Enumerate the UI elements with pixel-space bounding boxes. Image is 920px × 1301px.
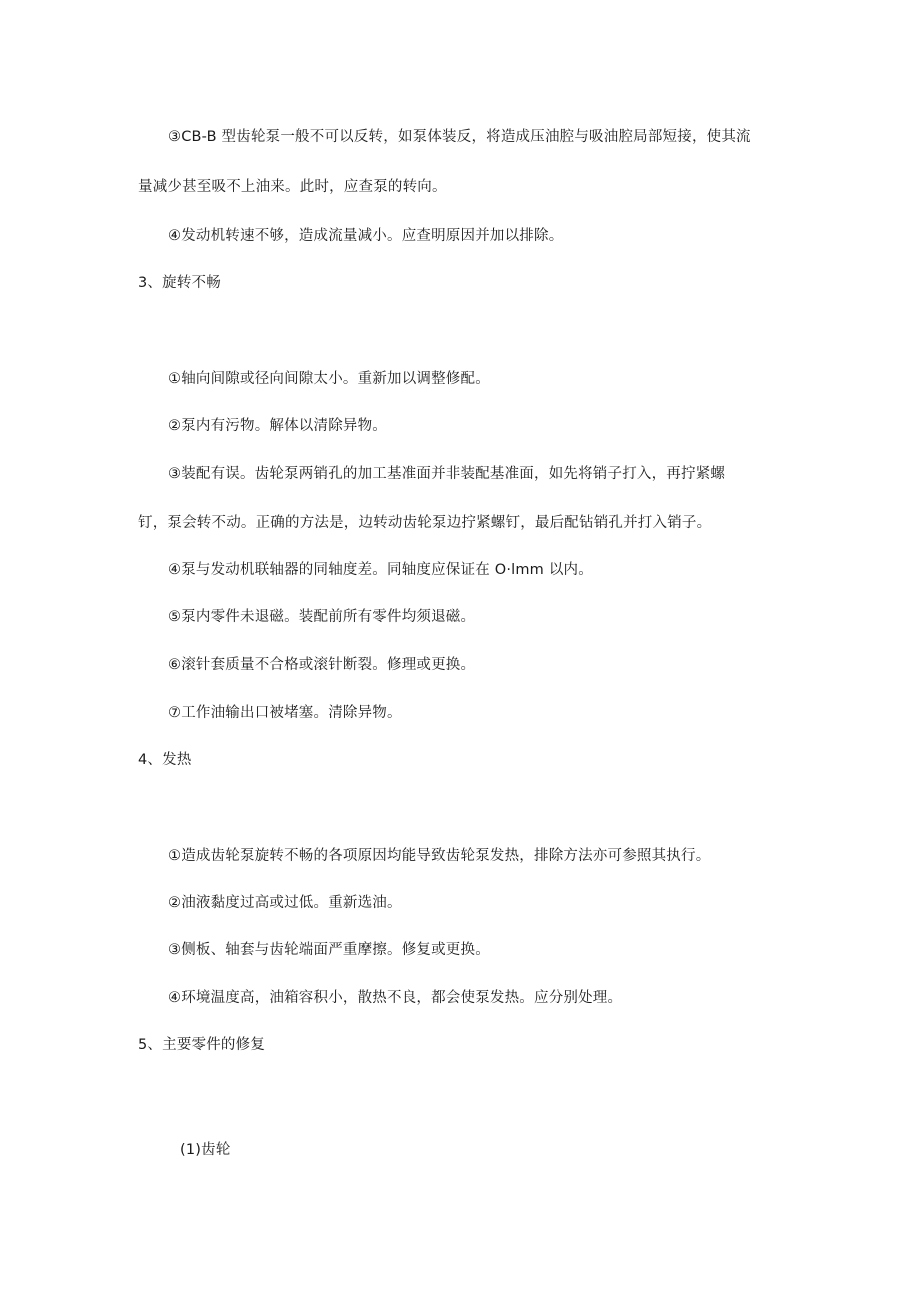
list-item-assembly-line-1: ③装配有误。齿轮泵两销孔的加工基准面并非装配基准面，如先将销子打入，再拧紧螺 (168, 466, 726, 482)
section-heading-rotation: 3、旋转不畅 (138, 275, 221, 291)
section-heading-heating: 4、发热 (138, 752, 192, 768)
list-item-coaxiality: ④泵与发动机联轴器的同轴度差。同轴度应保证在 O·lmm 以内。 (168, 562, 593, 578)
list-item-needle-bearing: ⑥滚针套质量不合格或滚针断裂。修理或更换。 (168, 657, 476, 673)
list-item-heating-causes: ①造成齿轮泵旋转不畅的各项原因均能导致齿轮泵发热，排除方法亦可参照其执行。 (168, 848, 711, 864)
paragraph-reverse-rotation-line-2: 量减少甚至吸不上油来。此时，应查泵的转向。 (138, 179, 447, 195)
list-item-demagnetize: ⑤泵内零件未退磁。装配前所有零件均须退磁。 (168, 609, 476, 625)
paragraph-reverse-rotation-line-1: ③CB-B 型齿轮泵一般不可以反转，如泵体装反，将造成压油腔与吸油腔局部短接，使其流 (168, 129, 751, 145)
list-item-contamination: ②泵内有污物。解体以清除异物。 (168, 418, 387, 434)
paragraph-engine-speed: ④发动机转速不够，造成流量减小。应查明原因并加以排除。 (168, 228, 564, 244)
list-item-friction: ③侧板、轴套与齿轮端面严重摩擦。修复或更换。 (168, 942, 490, 958)
list-item-clearance: ①轴向间隙或径向间隙太小。重新加以调整修配。 (168, 371, 490, 387)
list-item-environment: ④环境温度高，油箱容积小，散热不良，都会使泵发热。应分别处理。 (168, 990, 623, 1006)
list-item-outlet-blocked: ⑦工作油输出口被堵塞。清除异物。 (168, 705, 402, 721)
section-heading-repair: 5、主要零件的修复 (138, 1037, 266, 1053)
subsection-heading-gear: (1)齿轮 (180, 1142, 231, 1158)
list-item-oil-viscosity: ②油液黏度过高或过低。重新选油。 (168, 895, 402, 911)
list-item-assembly-line-2: 钉，泵会转不动。正确的方法是，边转动齿轮泵边拧紧螺钉，最后配钻销孔并打入销子。 (138, 515, 712, 531)
